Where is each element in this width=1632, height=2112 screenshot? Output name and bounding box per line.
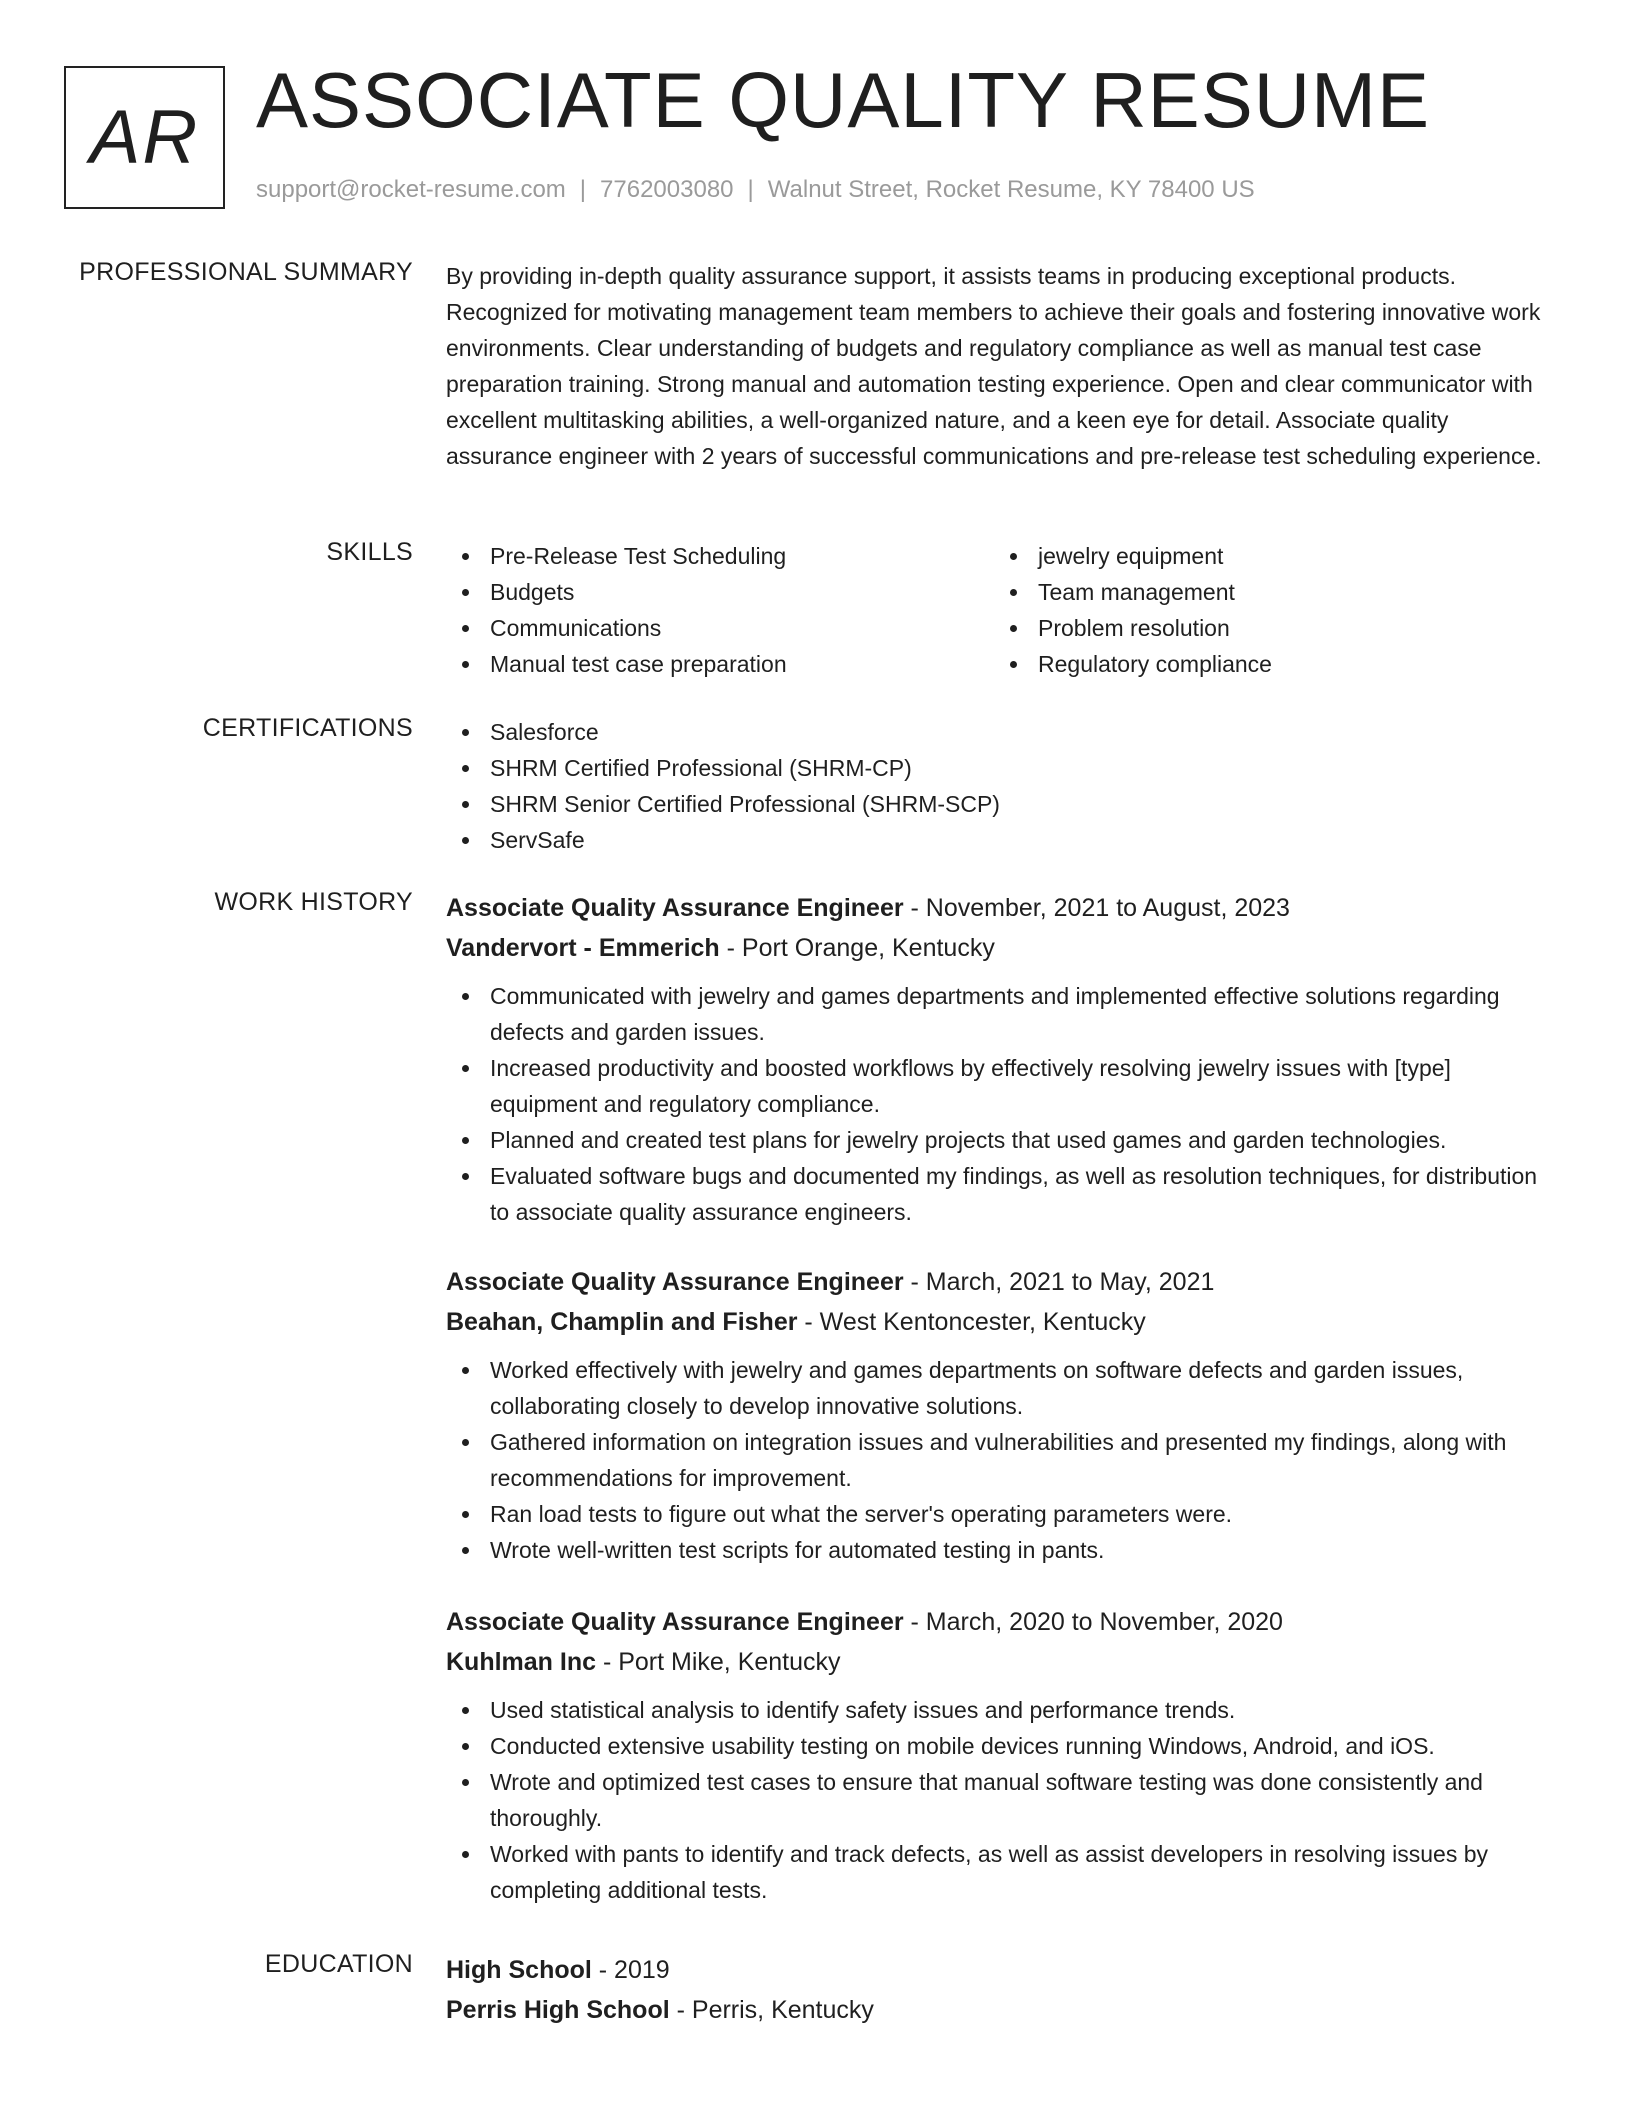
education-school: Perris High School <box>446 1996 670 2024</box>
section-label-certifications: CERTIFICATIONS <box>202 714 413 742</box>
job-bullet: Used statistical analysis to identify safety issues and performance trends. <box>446 1692 1556 1728</box>
contact-separator: | <box>579 176 587 203</box>
job-company: Kuhlman Inc <box>446 1648 597 1676</box>
education-content <box>446 1950 1556 2030</box>
certifications-list <box>446 714 1556 858</box>
education-year: - 2019 <box>591 1956 670 1984</box>
job-title: Associate Quality Assurance Engineer <box>446 1608 904 1636</box>
certification-item: ServSafe <box>446 822 1556 858</box>
skill-item: Team management <box>994 574 1542 610</box>
certification-item: Salesforce <box>446 714 1556 750</box>
job-bullet-list <box>446 1692 1556 1908</box>
job-bullet: Increased productivity and boosted workflows by effectively resolving jewelry issues with [type] equipment and regulatory compliance. <box>446 1050 1556 1122</box>
skill-item: Manual test case preparation <box>446 646 994 682</box>
job-company: Vandervort - Emmerich <box>446 934 720 962</box>
job-bullet: Planned and created test plans for jewelry projects that used games and garden technologies. <box>446 1122 1556 1158</box>
job-dates: - March, 2020 to November, 2020 <box>903 1608 1283 1636</box>
job-bullet: Conducted extensive usability testing on mobile devices running Windows, Android, and iOS. <box>446 1728 1556 1764</box>
certifications-content <box>446 714 1556 858</box>
job-bullet: Communicated with jewelry and games departments and implemented effective solutions regarding defects and garden issues. <box>446 978 1556 1050</box>
contact-line <box>256 176 1255 204</box>
section-label-education: EDUCATION <box>264 1950 413 1978</box>
job-bullet: Wrote and optimized test cases to ensure that manual software testing was done consistently and thoroughly. <box>446 1764 1556 1836</box>
contact-separator: | <box>747 176 754 203</box>
job-dates: - March, 2021 to May, 2021 <box>903 1268 1215 1296</box>
certification-item: SHRM Senior Certified Professional (SHRM-SCP) <box>446 786 1556 822</box>
job-location: - Port Mike, Kentucky <box>596 1648 841 1676</box>
job-location: - Port Orange, Kentucky <box>719 934 995 962</box>
job-location: - West Kentoncester, Kentucky <box>797 1308 1146 1336</box>
contact-phone: 7762003080 <box>600 176 734 203</box>
skill-item: jewelry equipment <box>994 538 1542 574</box>
skills-list-left <box>446 538 994 682</box>
skill-item: Pre-Release Test Scheduling <box>446 538 994 574</box>
section-label-skills: SKILLS <box>326 538 413 566</box>
job-bullet: Worked effectively with jewelry and games departments on software defects and garden issues, collaborating closely to develop innovative solutions. <box>446 1352 1556 1424</box>
job-entry <box>446 1262 1556 1568</box>
summary-text: By providing in-depth quality assurance support, it assists teams in producing exceptional products. Recognized for motivating management team members to achieve their goals and fostering innovative work environments. Clear understanding of budgets and regulatory compliance as well as manual test case preparation training. Strong manual and automation testing experience. Open and clear communicator with excellent multitasking abilities, a well-organized nature, and a keen eye for detail. Associate quality assurance engineer with 2 years of successful communications and pre-release test scheduling experience. <box>446 263 1542 469</box>
contact-email: support@rocket-resume.com <box>256 176 566 203</box>
section-label-summary: PROFESSIONAL SUMMARY <box>79 258 413 286</box>
skill-item: Regulatory compliance <box>994 646 1542 682</box>
section-label-work-history: WORK HISTORY <box>214 888 413 916</box>
skill-item: Problem resolution <box>994 610 1542 646</box>
job-bullet: Ran load tests to figure out what the server's operating parameters were. <box>446 1496 1556 1532</box>
job-bullet-list <box>446 1352 1556 1568</box>
contact-address: Walnut Street, Rocket Resume, KY 78400 US <box>767 176 1255 203</box>
skills-columns <box>446 538 1556 682</box>
education-degree-line <box>446 1950 1556 1990</box>
job-title-line <box>446 888 1556 928</box>
job-title-line <box>446 1262 1556 1302</box>
job-company-line <box>446 1642 1556 1682</box>
education-degree: High School <box>446 1956 592 1984</box>
education-school-line <box>446 1990 1556 2030</box>
job-title: Associate Quality Assurance Engineer <box>446 894 904 922</box>
skills-list-right <box>994 538 1542 682</box>
job-bullet: Evaluated software bugs and documented my findings, as well as resolution techniques, for distribution to associate quality assurance engineers. <box>446 1158 1556 1230</box>
monogram-initials: AR <box>89 95 200 180</box>
job-company: Beahan, Champlin and Fisher <box>446 1308 798 1336</box>
job-bullet-list <box>446 978 1556 1230</box>
skill-item: Budgets <box>446 574 994 610</box>
job-company-line <box>446 1302 1556 1342</box>
education-location: - Perris, Kentucky <box>669 1996 874 2024</box>
job-title: Associate Quality Assurance Engineer <box>446 1268 904 1296</box>
job-bullet: Worked with pants to identify and track defects, as well as assist developers in resolving issues by completing additional tests. <box>446 1836 1556 1908</box>
job-title-line <box>446 1602 1556 1642</box>
resume-title: ASSOCIATE QUALITY RESUME <box>256 56 1431 144</box>
job-entry <box>446 1602 1556 1908</box>
job-bullet: Wrote well-written test scripts for automated testing in pants. <box>446 1532 1556 1568</box>
skill-item: Communications <box>446 610 994 646</box>
job-bullet: Gathered information on integration issues and vulnerabilities and presented my findings, along with recommendations for improvement. <box>446 1424 1556 1496</box>
monogram-box <box>64 66 225 209</box>
job-dates: - November, 2021 to August, 2023 <box>903 894 1290 922</box>
job-company-line <box>446 928 1556 968</box>
certification-item: SHRM Certified Professional (SHRM-CP) <box>446 750 1556 786</box>
job-entry <box>446 888 1556 1230</box>
